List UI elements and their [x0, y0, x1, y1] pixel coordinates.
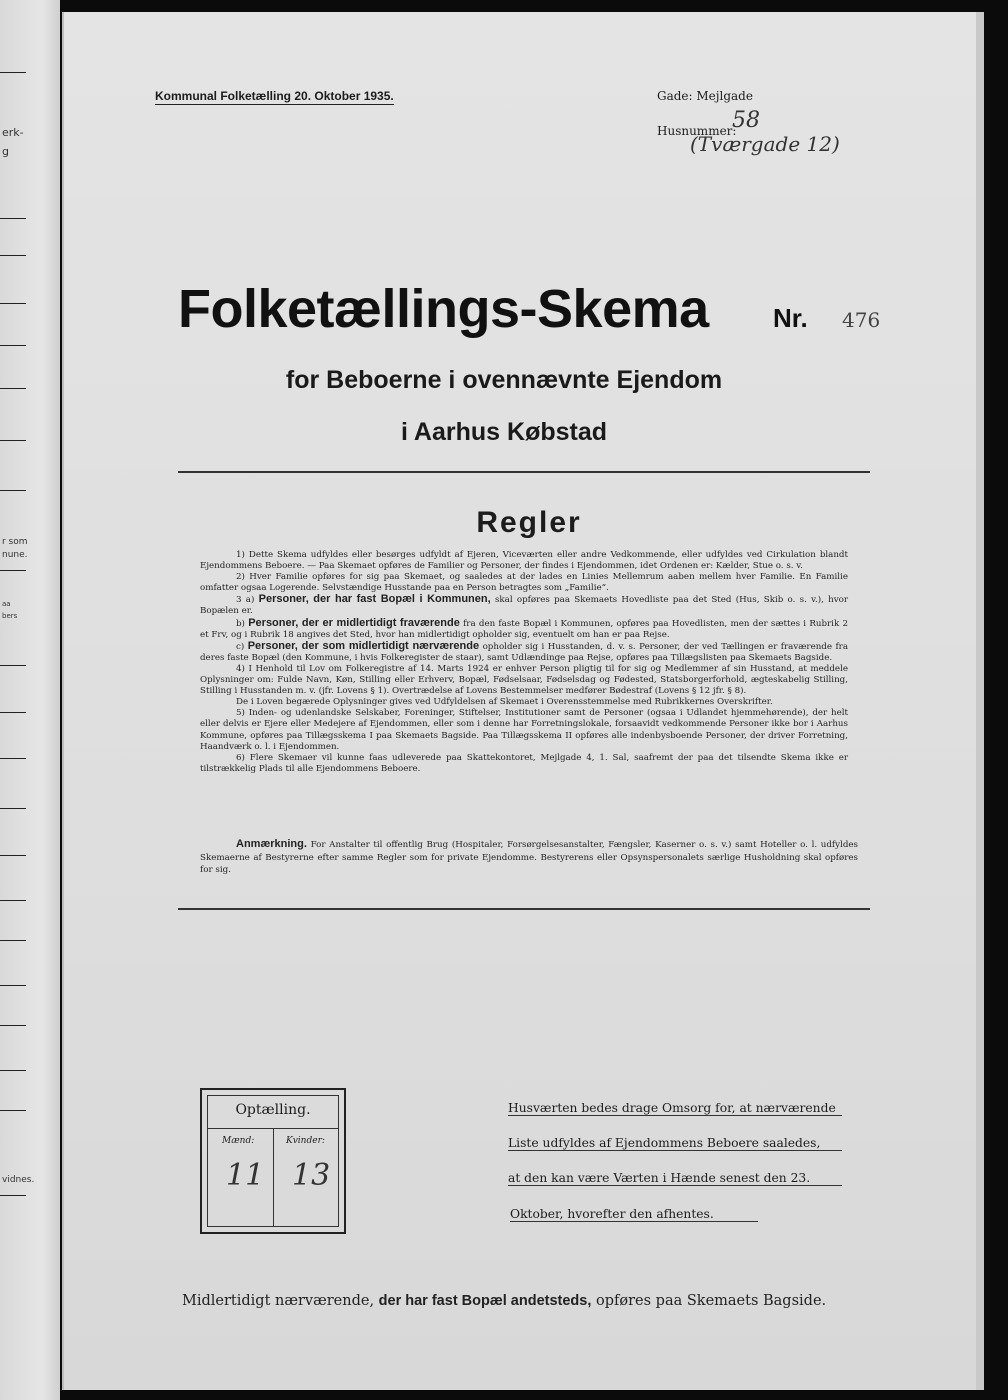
- men-label: Mænd:: [222, 1136, 255, 1146]
- footer-text: opføres paa Skemaets Bagside.: [596, 1293, 827, 1309]
- divider-rule: [178, 471, 870, 473]
- rule-highlight: Personer, der har fast Bopæl i Kommunen,: [258, 593, 491, 606]
- footer-bold-text: der har fast Bopæl andetsteds,: [378, 1293, 592, 1309]
- form-rule: [0, 808, 26, 809]
- form-rule: [0, 303, 26, 304]
- form-rule: [0, 570, 26, 571]
- remark-section: [200, 838, 858, 877]
- form-rule: [0, 255, 26, 256]
- subtitle-city: i Aarhus Købstad: [400, 418, 608, 446]
- form-rule: [0, 758, 26, 759]
- subtitle-residents: for Beboerne i ovennævnte Ejendom: [285, 366, 723, 394]
- count-box: [200, 1088, 346, 1234]
- census-header: Kommunal Folketælling 20. Oktober 1935.: [155, 89, 394, 103]
- women-count-handwritten: 13: [292, 1158, 331, 1193]
- form-rule: [0, 900, 26, 901]
- page-edge: [976, 12, 984, 1390]
- fragment-text: aa: [2, 600, 11, 608]
- rule-4: 4) I Henhold til Lov om Folkeregistre af 14. Marts 1924 er enhver Person pligtig til for sig og Medlemmer af sin Husstand, at meddele Oplysninger om: Fulde Navn, Køn, Stilling eller Erhverv, Bopæl, Fødselsaar, Fødselsdag og Fødested, Statsborgerforhold, ægteskabelig Stilling, Stilling i Husstanden m. v. (jfr. Lovens § 1). Overtrædelse af Lovens Bestemmelser medfører Bødestraf (Lovens § 12 jfr. § 8).: [200, 663, 848, 697]
- rule-number: c): [236, 641, 245, 652]
- notice-line: Liste udfyldes af Ejendommens Beboere saaledes,: [508, 1136, 842, 1151]
- women-label: Kvinder:: [286, 1136, 325, 1146]
- form-rule: [0, 345, 26, 346]
- form-rule: [0, 490, 26, 491]
- footer-note: [182, 1293, 826, 1309]
- rule-text: opholder sig i Husstanden, d. v. s. Personer, der ved Tællingen er fraværende fra deres faste Bopæl (den Kommune, i hvis Folkeregister de staar), samt Udlændinge paa Rejse, opføres paa Tillægslisten paa Skemaets Bagside.: [200, 641, 849, 663]
- rule-highlight: Personer, der som midlertidigt nærværende: [247, 639, 480, 652]
- form-rule: [0, 712, 26, 713]
- rule-4b: De i Loven begærede Oplysninger gives ved Udfyldelsen af Skemaet i Overensstemmelse med Rubrikkernes Overskrifter.: [236, 697, 773, 708]
- form-rule: [0, 665, 26, 666]
- rule-number: b): [236, 618, 245, 629]
- rule-3b: [200, 618, 848, 641]
- rule-1: 1) Dette Skema udfyldes eller besørges udfyldt af Ejeren, Viceværten eller andre Vedkommende, eller udfyldes ved Cirkulation blandt Ejendommens Beboere. — Paa Skemaet opføres de Familier og Personer, der findes i Ejendommen, idet Ordenen er: Kælder, Stue o. s. v.: [200, 550, 848, 572]
- form-rule: [0, 72, 26, 73]
- fragment-text: nune.: [2, 550, 28, 560]
- rule-text: skal opføres paa Skemaets Hovedliste paa det Sted (Hus, Skib o. s. v.), hvor Bopælen er.: [200, 595, 849, 617]
- divider-rule: [178, 908, 870, 910]
- rule-number: 3 a): [236, 595, 255, 606]
- form-rule: [0, 218, 26, 219]
- notice-line: Husværten bedes drage Omsorg for, at nærværende: [508, 1101, 842, 1116]
- men-count-handwritten: 11: [226, 1158, 265, 1193]
- footer-text: Midlertidigt nærværende,: [182, 1293, 375, 1309]
- form-number-value: 476: [842, 308, 881, 332]
- house-number-note-handwritten: (Tværgade 12): [690, 132, 840, 156]
- adjacent-page-edge: [0, 0, 60, 1400]
- form-rule: [0, 1025, 26, 1026]
- rule-3c: [200, 641, 848, 664]
- form-rule: [0, 855, 26, 856]
- notice-line: Oktober, hvorefter den afhentes.: [510, 1207, 758, 1222]
- rule-text: fra den faste Bopæl i Kommunen, opføres paa Hovedlisten, men der sættes i Rubrik 2 et Frv, og i Rubrik 18 angives det Sted, hvor han midlertidigt opholder sig, eventuelt om han er paa Rejse.: [200, 618, 849, 640]
- rules-body: [200, 550, 848, 775]
- fragment-text: g: [2, 145, 9, 158]
- street-field: Gade: Mejlgade: [657, 89, 753, 103]
- fragment-text: bers: [2, 612, 18, 620]
- form-rule: [0, 940, 26, 941]
- rule-highlight: Personer, der er midlertidigt fraværende: [248, 616, 460, 629]
- rule-2: 2) Hver Familie opføres for sig paa Skemaet, og saaledes at der lades en Linies Mellemrum aaben mellem hver Familie. En Familie omfatter ogsaa Logerende. Selvstændige Husstande paa en Person betragtes som „Familie“.: [200, 572, 848, 594]
- count-divider: [273, 1128, 274, 1226]
- form-rule: [0, 1110, 26, 1111]
- fragment-text: r som: [2, 537, 28, 547]
- count-title: Optælling.: [235, 1102, 311, 1118]
- form-rule: [0, 1195, 26, 1196]
- rule-6: 6) Flere Skemaer vil kunne faas udleverede paa Skattekontoret, Mejlgade 4, 1. Sal, saafremt der paa det tilsendte Skema ikke er tilstrækkelig Plads til alle Ejendommens Beboere.: [200, 752, 848, 774]
- house-number-label: Husnummer:: [657, 124, 737, 138]
- rule-5: 5) Inden- og udenlandske Selskaber, Foreninger, Stiftelser, Institutioner samt de Personer (ogsaa i Udlandet hjemmehørende), der helt eller delvis er Ejere eller Medejere af Ejendommen, eller som i denne har Forretningslokale, forsaavidt vedkommende Personer ikke bor i Aarhus Kommune, opføres paa Tillægsskema I paa Skemaets Bagside. Paa Tillægsskema II opføres alle indenbysboende Personer, der driver Forretning, Haandværk o. l. i Ejendommen.: [200, 708, 848, 752]
- form-rule: [0, 1070, 26, 1071]
- remark-heading: Anmærkning.: [236, 838, 307, 850]
- fragment-text: erk-: [2, 126, 24, 139]
- remark-text: For Anstalter til offentlig Brug (Hospitaler, Forsørgelsesanstalter, Fængsler, Kaserner o. s. v.) samt Hoteller o. l. udfyldes Skemaerne af Bestyrerne efter samme Regler som for private Ejendomme. Bestyrerens eller Opsynspersonalets særlige Husholdning skal opføres for sig.: [200, 840, 858, 875]
- count-box-inner: [207, 1095, 339, 1227]
- notice-line: at den kan være Værten i Hænde senest den 23.: [508, 1171, 842, 1186]
- rule-3a: [200, 594, 848, 617]
- house-number-handwritten: 58: [732, 108, 760, 133]
- form-rule: [0, 985, 26, 986]
- fragment-text: vidnes.: [2, 1175, 35, 1185]
- rules-heading: Regler: [476, 506, 582, 539]
- form-title: Folketællings-Skema: [178, 279, 709, 339]
- form-number-label: Nr.: [773, 303, 808, 333]
